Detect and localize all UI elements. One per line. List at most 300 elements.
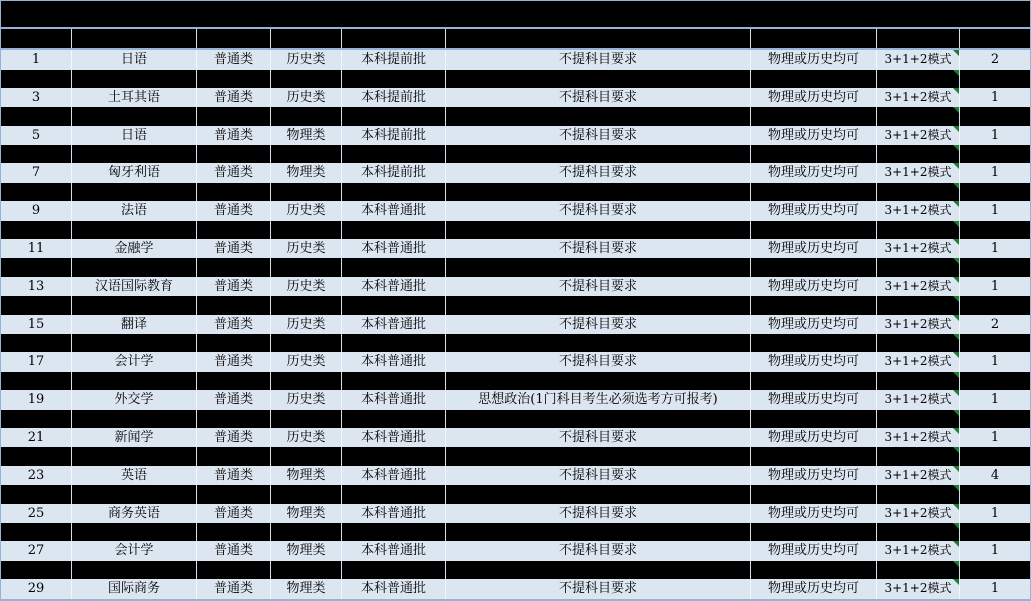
comment-indicator-icon: [953, 70, 959, 76]
cell-batch[interactable]: 本科普通批: [342, 239, 446, 259]
cell-subject-group[interactable]: 物理类: [271, 579, 342, 599]
cell-subject-group[interactable]: 物理类: [271, 504, 342, 524]
comment-indicator-icon: [953, 504, 959, 510]
title-band: [1, 1, 1030, 27]
table-row: [1, 579, 1030, 599]
cell-requirement[interactable]: 不提科目要求: [446, 428, 751, 448]
cell-subject-scope: [751, 107, 877, 125]
cell-subject-group[interactable]: 历史类: [271, 201, 342, 221]
cell-requirement[interactable]: 不提科目要求: [446, 126, 751, 146]
cell-no[interactable]: 3: [1, 88, 72, 108]
cell-major: [72, 221, 197, 239]
cell-subject-group: [271, 221, 342, 239]
cell-requirement: [446, 485, 751, 503]
table-row: [1, 88, 1030, 108]
cell-major[interactable]: 外交学: [72, 390, 197, 410]
cell-subject-group[interactable]: 历史类: [271, 428, 342, 448]
hidden-row: [1, 410, 1030, 428]
cell-requirement[interactable]: 不提科目要求: [446, 315, 751, 335]
cell-subject-group: [271, 70, 342, 88]
cell-subject-scope[interactable]: 物理或历史均可: [751, 201, 877, 221]
cell-batch[interactable]: 本科提前批: [342, 88, 446, 108]
cell-major[interactable]: 会计学: [72, 541, 197, 561]
cell-subject-scope[interactable]: 物理或历史均可: [751, 126, 877, 146]
hidden-row: [1, 334, 1030, 352]
cell-mode[interactable]: 3+1+2模式: [877, 50, 960, 70]
cell-subject-group: [271, 296, 342, 314]
comment-indicator-icon: [953, 410, 959, 416]
header-cell-requirement: [446, 29, 751, 48]
cell-count: [960, 107, 1030, 125]
cell-mode[interactable]: 3+1+2模式: [877, 277, 960, 297]
cell-batch: [342, 221, 446, 239]
cell-subject-scope[interactable]: 物理或历史均可: [751, 541, 877, 561]
comment-indicator-icon: [953, 372, 959, 378]
cell-mode[interactable]: 3+1+2模式: [877, 352, 960, 372]
cell-subject-scope: [751, 372, 877, 390]
cell-mode[interactable]: 3+1+2模式: [877, 126, 960, 146]
cell-subject-group[interactable]: 历史类: [271, 352, 342, 372]
cell-no: [1, 372, 72, 390]
cell-subject-group[interactable]: 物理类: [271, 466, 342, 486]
cell-no[interactable]: 27: [1, 541, 72, 561]
comment-indicator-icon: [953, 221, 959, 227]
header-cell-mode: [877, 29, 960, 48]
table-row: [1, 352, 1030, 372]
cell-major: [72, 145, 197, 163]
cell-mode: [877, 70, 960, 88]
cell-major: [72, 183, 197, 201]
cell-category[interactable]: 普通类: [197, 88, 271, 108]
hidden-row: [1, 183, 1030, 201]
cell-count: [960, 221, 1030, 239]
header-cell-subject-group: [271, 29, 342, 48]
cell-batch[interactable]: 本科普通批: [342, 579, 446, 599]
cell-requirement: [446, 296, 751, 314]
cell-subject-scope: [751, 447, 877, 465]
cell-category: [197, 221, 271, 239]
cell-major: [72, 410, 197, 428]
header-cell-batch: [342, 29, 446, 48]
cell-batch[interactable]: 本科普通批: [342, 428, 446, 448]
cell-no: [1, 183, 72, 201]
cell-subject-scope[interactable]: 物理或历史均可: [751, 315, 877, 335]
cell-requirement[interactable]: 不提科目要求: [446, 277, 751, 297]
cell-no: [1, 258, 72, 276]
cell-major: [72, 372, 197, 390]
cell-mode: [877, 107, 960, 125]
cell-major[interactable]: 汉语国际教育: [72, 277, 197, 297]
cell-category[interactable]: 普通类: [197, 239, 271, 259]
cell-requirement: [446, 372, 751, 390]
cell-requirement: [446, 561, 751, 579]
cell-count[interactable]: 1: [960, 201, 1030, 221]
cell-major[interactable]: 土耳其语: [72, 88, 197, 108]
cell-batch: [342, 410, 446, 428]
cell-count: [960, 485, 1030, 503]
cell-count[interactable]: 1: [960, 428, 1030, 448]
cell-subject-scope[interactable]: 物理或历史均可: [751, 579, 877, 599]
cell-major: [72, 561, 197, 579]
cell-batch: [342, 447, 446, 465]
hidden-row: [1, 447, 1030, 465]
hidden-row: [1, 145, 1030, 163]
cell-count[interactable]: 1: [960, 126, 1030, 146]
cell-no[interactable]: 7: [1, 163, 72, 183]
hidden-row: [1, 70, 1030, 88]
cell-requirement: [446, 523, 751, 541]
cell-batch[interactable]: 本科普通批: [342, 541, 446, 561]
cell-no[interactable]: 5: [1, 126, 72, 146]
cell-no: [1, 410, 72, 428]
cell-category[interactable]: 普通类: [197, 352, 271, 372]
cell-major[interactable]: 金融学: [72, 239, 197, 259]
table-row: [1, 504, 1030, 524]
cell-subject-scope: [751, 258, 877, 276]
cell-subject-scope[interactable]: 物理或历史均可: [751, 428, 877, 448]
cell-no: [1, 523, 72, 541]
comment-indicator-icon: [953, 163, 959, 169]
cell-subject-group[interactable]: 物理类: [271, 126, 342, 146]
cell-subject-group: [271, 561, 342, 579]
cell-category: [197, 561, 271, 579]
comment-indicator-icon: [953, 579, 959, 585]
cell-no[interactable]: 17: [1, 352, 72, 372]
comment-indicator-icon: [953, 88, 959, 94]
cell-subject-group: [271, 410, 342, 428]
cell-mode[interactable]: 3+1+2模式: [877, 541, 960, 561]
cell-major: [72, 107, 197, 125]
cell-count[interactable]: 2: [960, 50, 1030, 70]
comment-indicator-icon: [953, 239, 959, 245]
comment-indicator-icon: [953, 561, 959, 567]
cell-subject-scope[interactable]: 物理或历史均可: [751, 88, 877, 108]
cell-major[interactable]: 英语: [72, 466, 197, 486]
cell-major: [72, 258, 197, 276]
table-row: [1, 428, 1030, 448]
cell-major[interactable]: 日语: [72, 50, 197, 70]
cell-requirement: [446, 183, 751, 201]
cell-count[interactable]: 1: [960, 541, 1030, 561]
cell-no[interactable]: 15: [1, 315, 72, 335]
cell-requirement[interactable]: 不提科目要求: [446, 352, 751, 372]
cell-batch: [342, 145, 446, 163]
cell-mode[interactable]: 3+1+2模式: [877, 390, 960, 410]
cell-subject-group[interactable]: 物理类: [271, 163, 342, 183]
table-row: [1, 163, 1030, 183]
cell-no: [1, 485, 72, 503]
table-body: [1, 50, 1030, 599]
cell-category: [197, 258, 271, 276]
cell-batch[interactable]: 本科普通批: [342, 277, 446, 297]
cell-mode[interactable]: 3+1+2模式: [877, 163, 960, 183]
cell-subject-scope: [751, 70, 877, 88]
cell-major: [72, 296, 197, 314]
cell-subject-scope: [751, 410, 877, 428]
table-row: [1, 315, 1030, 335]
cell-category[interactable]: 普通类: [197, 579, 271, 599]
cell-mode: [877, 296, 960, 314]
cell-major[interactable]: 商务英语: [72, 504, 197, 524]
cell-subject-scope[interactable]: 物理或历史均可: [751, 50, 877, 70]
cell-mode: [877, 145, 960, 163]
comment-indicator-icon: [953, 352, 959, 358]
comment-indicator-icon: [953, 201, 959, 207]
cell-major[interactable]: 会计学: [72, 352, 197, 372]
cell-count: [960, 296, 1030, 314]
hidden-row: [1, 372, 1030, 390]
cell-subject-scope[interactable]: 物理或历史均可: [751, 163, 877, 183]
header-cell-count: [960, 29, 1030, 48]
cell-count: [960, 145, 1030, 163]
cell-category: [197, 145, 271, 163]
cell-requirement[interactable]: 不提科目要求: [446, 201, 751, 221]
cell-count[interactable]: 1: [960, 88, 1030, 108]
cell-subject-group: [271, 372, 342, 390]
cell-category: [197, 183, 271, 201]
hidden-row: [1, 107, 1030, 125]
cell-count[interactable]: 1: [960, 579, 1030, 599]
cell-no[interactable]: 29: [1, 579, 72, 599]
cell-category[interactable]: 普通类: [197, 315, 271, 335]
cell-mode: [877, 221, 960, 239]
table-row: [1, 277, 1030, 297]
cell-subject-scope[interactable]: 物理或历史均可: [751, 352, 877, 372]
cell-no[interactable]: 13: [1, 277, 72, 297]
cell-subject-group: [271, 485, 342, 503]
cell-count[interactable]: 1: [960, 239, 1030, 259]
cell-subject-scope: [751, 334, 877, 352]
cell-subject-group[interactable]: 历史类: [271, 239, 342, 259]
cell-count[interactable]: 1: [960, 504, 1030, 524]
cell-subject-scope[interactable]: 物理或历史均可: [751, 390, 877, 410]
cell-requirement[interactable]: 不提科目要求: [446, 163, 751, 183]
comment-indicator-icon: [953, 296, 959, 302]
cell-mode: [877, 485, 960, 503]
cell-requirement[interactable]: 不提科目要求: [446, 88, 751, 108]
comment-indicator-icon: [953, 315, 959, 321]
comment-indicator-icon: [953, 466, 959, 472]
cell-count: [960, 447, 1030, 465]
cell-category[interactable]: 普通类: [197, 50, 271, 70]
cell-batch: [342, 258, 446, 276]
cell-mode[interactable]: 3+1+2模式: [877, 504, 960, 524]
cell-no[interactable]: 21: [1, 428, 72, 448]
cell-requirement: [446, 334, 751, 352]
cell-count: [960, 334, 1030, 352]
cell-no: [1, 561, 72, 579]
cell-subject-scope: [751, 183, 877, 201]
comment-indicator-icon: [953, 50, 959, 56]
cell-subject-group[interactable]: 物理类: [271, 541, 342, 561]
cell-count: [960, 410, 1030, 428]
comment-indicator-icon: [953, 541, 959, 547]
cell-category[interactable]: 普通类: [197, 390, 271, 410]
cell-subject-scope[interactable]: 物理或历史均可: [751, 239, 877, 259]
header-cell-major: [72, 29, 197, 48]
cell-subject-scope: [751, 523, 877, 541]
cell-mode: [877, 523, 960, 541]
comment-indicator-icon: [953, 107, 959, 113]
cell-count: [960, 258, 1030, 276]
cell-category: [197, 523, 271, 541]
cell-mode[interactable]: 3+1+2模式: [877, 201, 960, 221]
cell-subject-scope: [751, 296, 877, 314]
cell-mode: [877, 334, 960, 352]
cell-batch[interactable]: 本科普通批: [342, 352, 446, 372]
comment-indicator-icon: [953, 126, 959, 132]
cell-batch[interactable]: 本科普通批: [342, 315, 446, 335]
table-row: [1, 126, 1030, 146]
cell-mode[interactable]: 3+1+2模式: [877, 466, 960, 486]
cell-subject-scope[interactable]: 物理或历史均可: [751, 504, 877, 524]
cell-subject-group[interactable]: 历史类: [271, 277, 342, 297]
cell-no: [1, 70, 72, 88]
comment-indicator-icon: [953, 183, 959, 189]
cell-batch[interactable]: 本科普通批: [342, 504, 446, 524]
cell-category[interactable]: 普通类: [197, 126, 271, 146]
cell-category: [197, 372, 271, 390]
cell-requirement[interactable]: 不提科目要求: [446, 239, 751, 259]
cell-mode[interactable]: 3+1+2模式: [877, 88, 960, 108]
cell-batch: [342, 183, 446, 201]
cell-count: [960, 523, 1030, 541]
cell-category[interactable]: 普通类: [197, 541, 271, 561]
cell-no[interactable]: 19: [1, 390, 72, 410]
cell-mode[interactable]: 3+1+2模式: [877, 239, 960, 259]
cell-requirement[interactable]: 不提科目要求: [446, 50, 751, 70]
cell-major[interactable]: 日语: [72, 126, 197, 146]
cell-subject-group[interactable]: 历史类: [271, 315, 342, 335]
cell-no: [1, 334, 72, 352]
header-cell-subject-scope: [751, 29, 877, 48]
hidden-row: [1, 296, 1030, 314]
cell-count[interactable]: 1: [960, 390, 1030, 410]
cell-batch: [342, 485, 446, 503]
hidden-row: [1, 523, 1030, 541]
cell-batch: [342, 561, 446, 579]
cell-subject-scope: [751, 485, 877, 503]
cell-subject-group: [271, 107, 342, 125]
cell-batch[interactable]: 本科提前批: [342, 163, 446, 183]
table-row: [1, 541, 1030, 561]
cell-no[interactable]: 11: [1, 239, 72, 259]
cell-subject-group: [271, 447, 342, 465]
hidden-row: [1, 221, 1030, 239]
cell-major[interactable]: 法语: [72, 201, 197, 221]
cell-subject-group[interactable]: 历史类: [271, 390, 342, 410]
cell-batch[interactable]: 本科普通批: [342, 390, 446, 410]
cell-subject-group: [271, 258, 342, 276]
cell-subject-group[interactable]: 历史类: [271, 50, 342, 70]
cell-mode: [877, 183, 960, 201]
cell-mode: [877, 410, 960, 428]
cell-no[interactable]: 23: [1, 466, 72, 486]
hidden-row: [1, 561, 1030, 579]
cell-major: [72, 485, 197, 503]
cell-requirement[interactable]: 不提科目要求: [446, 579, 751, 599]
cell-subject-group[interactable]: 历史类: [271, 88, 342, 108]
cell-mode[interactable]: 3+1+2模式: [877, 428, 960, 448]
cell-mode: [877, 372, 960, 390]
comment-indicator-icon: [953, 334, 959, 340]
cell-category: [197, 107, 271, 125]
cell-requirement: [446, 70, 751, 88]
cell-mode: [877, 447, 960, 465]
cell-no[interactable]: 1: [1, 50, 72, 70]
table-row: [1, 466, 1030, 486]
cell-batch[interactable]: 本科提前批: [342, 126, 446, 146]
cell-subject-scope[interactable]: 物理或历史均可: [751, 277, 877, 297]
cell-major[interactable]: 匈牙利语: [72, 163, 197, 183]
cell-category: [197, 485, 271, 503]
table-row: [1, 390, 1030, 410]
cell-count: [960, 70, 1030, 88]
cell-requirement[interactable]: 思想政治(1门科目考生必须选考方可报考): [446, 390, 751, 410]
cell-batch[interactable]: 本科提前批: [342, 50, 446, 70]
cell-batch: [342, 70, 446, 88]
cell-no[interactable]: 25: [1, 504, 72, 524]
cell-mode[interactable]: 3+1+2模式: [877, 315, 960, 335]
cell-category[interactable]: 普通类: [197, 428, 271, 448]
comment-indicator-icon: [953, 485, 959, 491]
cell-batch: [342, 296, 446, 314]
comment-indicator-icon: [953, 390, 959, 396]
cell-requirement: [446, 410, 751, 428]
cell-no: [1, 145, 72, 163]
comment-indicator-icon: [953, 145, 959, 151]
cell-subject-scope[interactable]: 物理或历史均可: [751, 466, 877, 486]
cell-category[interactable]: 普通类: [197, 201, 271, 221]
table-row: [1, 50, 1030, 70]
cell-mode: [877, 258, 960, 276]
cell-subject-group: [271, 334, 342, 352]
hidden-row: [1, 258, 1030, 276]
cell-batch[interactable]: 本科普通批: [342, 466, 446, 486]
cell-category[interactable]: 普通类: [197, 504, 271, 524]
cell-count[interactable]: 2: [960, 315, 1030, 335]
cell-major[interactable]: 翻译: [72, 315, 197, 335]
cell-major: [72, 447, 197, 465]
table-row: [1, 239, 1030, 259]
cell-no[interactable]: 9: [1, 201, 72, 221]
cell-subject-scope: [751, 145, 877, 163]
cell-requirement[interactable]: 不提科目要求: [446, 466, 751, 486]
cell-requirement: [446, 221, 751, 239]
cell-category: [197, 296, 271, 314]
cell-category: [197, 447, 271, 465]
cell-mode[interactable]: 3+1+2模式: [877, 579, 960, 599]
cell-category[interactable]: 普通类: [197, 277, 271, 297]
cell-count[interactable]: 1: [960, 352, 1030, 372]
cell-subject-scope: [751, 221, 877, 239]
cell-requirement[interactable]: 不提科目要求: [446, 541, 751, 561]
cell-count[interactable]: 1: [960, 163, 1030, 183]
cell-count[interactable]: 1: [960, 277, 1030, 297]
cell-major[interactable]: 国际商务: [72, 579, 197, 599]
cell-major[interactable]: 新闻学: [72, 428, 197, 448]
cell-category[interactable]: 普通类: [197, 466, 271, 486]
cell-category[interactable]: 普通类: [197, 163, 271, 183]
cell-count[interactable]: 4: [960, 466, 1030, 486]
hidden-row: [1, 485, 1030, 503]
header-cell-category: [197, 29, 271, 48]
table-row: [1, 201, 1030, 221]
cell-batch: [342, 523, 446, 541]
cell-batch[interactable]: 本科普通批: [342, 201, 446, 221]
cell-no: [1, 296, 72, 314]
cell-requirement[interactable]: 不提科目要求: [446, 504, 751, 524]
